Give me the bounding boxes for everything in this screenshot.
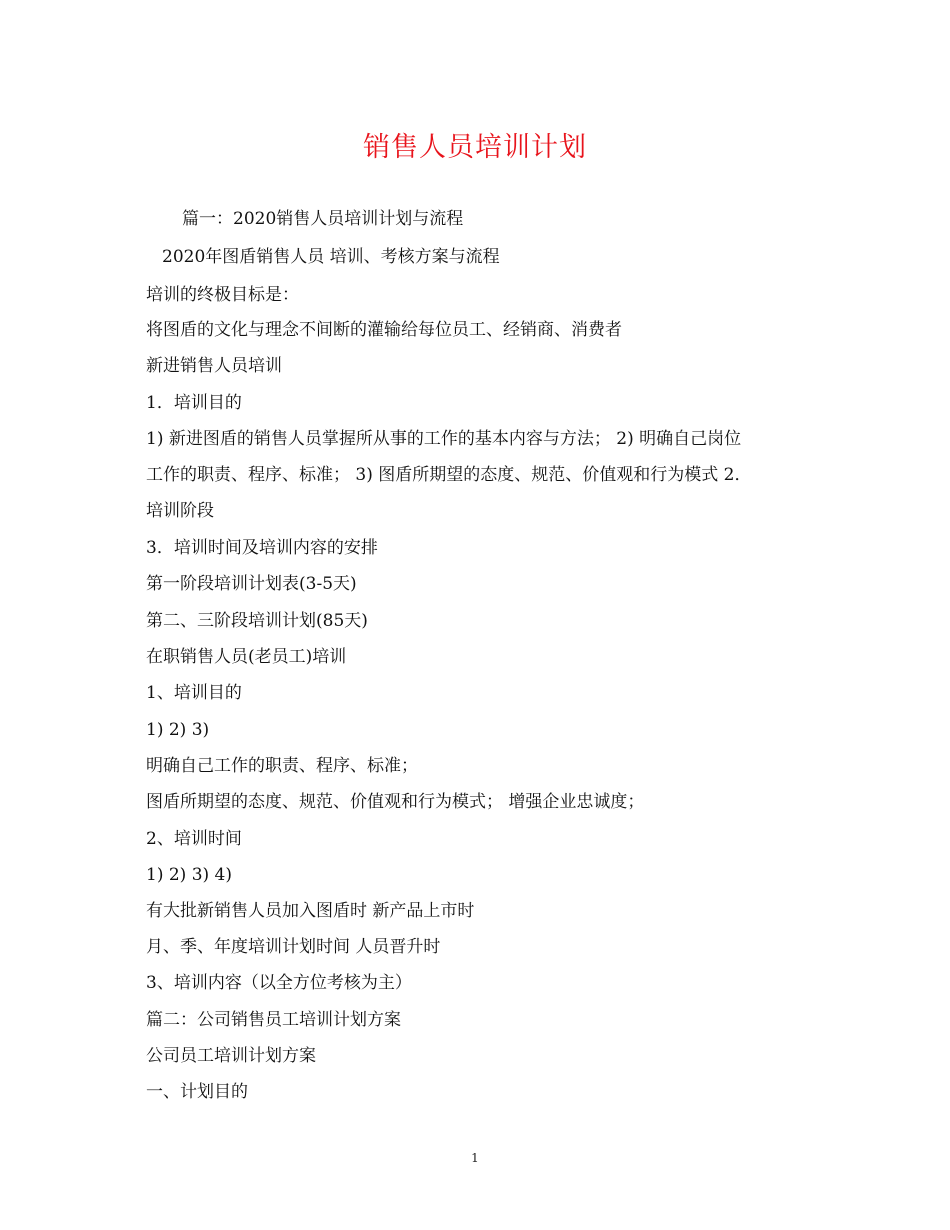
- paragraph-line: 2020年图盾销售人员 培训、考核方案与流程: [162, 247, 500, 267]
- paragraph-line: 新进销售人员培训: [146, 356, 282, 376]
- paragraph-line: 公司员工培训计划方案: [146, 1046, 316, 1066]
- paragraph-line: 工作的职责、程序、标准； 3) 图盾所期望的态度、规范、价值观和行为模式 2．: [146, 465, 752, 485]
- paragraph-line: 一、计划目的: [146, 1082, 248, 1102]
- paragraph-line: 图盾所期望的态度、规范、价值观和行为模式； 增强企业忠诚度；: [146, 792, 645, 812]
- paragraph-line: 将图盾的文化与理念不间断的灌输给每位员工、经销商、消费者: [146, 320, 622, 340]
- paragraph-line: 篇二：公司销售员工培训计划方案: [146, 1010, 401, 1030]
- paragraph-line: 3．培训时间及培训内容的安排: [146, 538, 378, 558]
- paragraph-line: 1) 2) 3): [146, 720, 210, 740]
- document-title: 销售人员培训计划: [363, 132, 587, 163]
- paragraph-line: 培训阶段: [146, 501, 214, 521]
- paragraph-line: 3、培训内容（以全方位考核为主）: [146, 973, 412, 993]
- paragraph-line: 明确自己工作的职责、程序、标准；: [146, 756, 418, 776]
- paragraph-line: 篇一：2020销售人员培训计划与流程: [182, 209, 464, 229]
- paragraph-line: 在职销售人员(老员工)培训: [146, 647, 347, 667]
- paragraph-line: 1) 新进图盾的销售人员掌握所从事的工作的基本内容与方法； 2) 明确自己岗位: [146, 429, 742, 449]
- paragraph-line: 2、培训时间: [146, 829, 242, 849]
- paragraph-line: 第一阶段培训计划表(3-5天): [146, 574, 357, 594]
- paragraph-line: 培训的终极目标是：: [146, 285, 299, 305]
- page-number: 1: [471, 1151, 479, 1165]
- paragraph-line: 第二、三阶段培训计划(85天): [146, 611, 368, 631]
- paragraph-line: 1) 2) 3) 4): [146, 865, 233, 885]
- paragraph-line: 有大批新销售人员加入图盾时 新产品上市时: [146, 901, 475, 921]
- paragraph-line: 月、季、年度培训计划时间 人员晋升时: [146, 937, 441, 957]
- paragraph-line: 1、培训目的: [146, 683, 242, 703]
- paragraph-line: 1．培训目的: [146, 393, 242, 413]
